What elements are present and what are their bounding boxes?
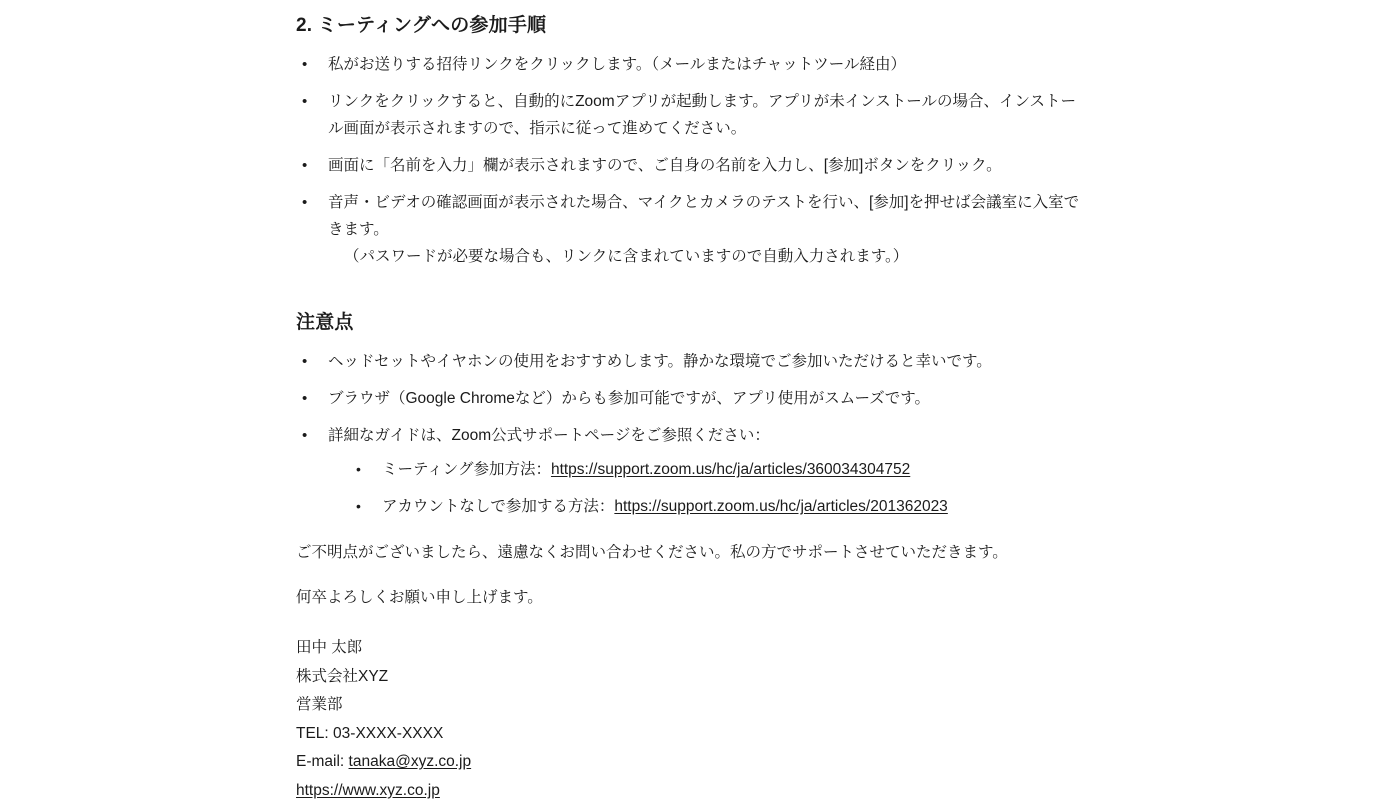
sub-item-label: ミーティング参加方法： (382, 461, 551, 478)
list-item: • リンクをクリックすると、自動的にZoomアプリが起動します。アプリが未インストールの場合、インストール画面が表示されますので、指示に従って進めてください。 (296, 83, 1086, 147)
signature-department: 営業部 (296, 691, 1086, 720)
closing-paragraph-1: ご不明点がございましたら、遠慮なくお問い合わせください。私の方でサポートさせていただきます。 (296, 530, 1086, 575)
list-item: • 私がお送りする招待リンクをクリックします。（メールまたはチャットツール経由） (296, 46, 1086, 83)
signature-block (296, 620, 1086, 805)
closing-paragraph-2: 何卒よろしくお願い申し上げます。 (296, 575, 1086, 620)
zoom-no-account-guide-link[interactable]: https://support.zoom.us/hc/ja/articles/201362023 (614, 498, 947, 515)
signature-email-row (296, 748, 1086, 777)
section-title-notes: 注意点 (296, 275, 1086, 343)
signature-tel: TEL: 03-XXXX-XXXX (296, 720, 1086, 749)
list-item: • 画面に「名前を入力」欄が表示されますので、ご自身の名前を入力し、[参加]ボタンをクリック。 (296, 147, 1086, 184)
list-item (352, 451, 1086, 488)
support-links-list (352, 451, 1086, 525)
list-item (352, 488, 1086, 525)
list-item-text: 音声・ビデオの確認画面が表示された場合、マイクとカメラのテストを行い、[参加]を押せば会議室に入室できます。 (328, 194, 1079, 238)
signature-email-label: E-mail: (296, 753, 349, 770)
support-links-wrapper (328, 449, 1086, 525)
list-item (296, 417, 1086, 530)
signature-company: 株式会社XYZ (296, 663, 1086, 692)
signature-name: 田中 太郎 (296, 634, 1086, 663)
notes-list (296, 343, 1086, 530)
list-item: • ブラウザ（Google Chromeなど）からも参加可能ですが、アプリ使用がスムーズです。 (296, 380, 1086, 417)
signature-website-row (296, 777, 1086, 805)
sub-item-label: アカウントなしで参加する方法： (382, 498, 614, 515)
list-item-text: 詳細なガイドは、Zoom公式サポートページをご参照ください： (328, 427, 770, 444)
list-item-note: （パスワードが必要な場合も、リンクに含まれていますので自動入力されます。） (328, 243, 1086, 270)
list-item: • ヘッドセットやイヤホンの使用をおすすめします。静かな環境でご参加いただけると幸いです。 (296, 343, 1086, 380)
list-item (296, 184, 1086, 275)
participation-steps-list (296, 46, 1086, 275)
signature-email-link[interactable]: tanaka@xyz.co.jp (349, 753, 472, 770)
zoom-join-guide-link[interactable]: https://support.zoom.us/hc/ja/articles/360034304752 (551, 461, 910, 478)
document-content (296, 0, 1086, 805)
section-title-participation: 2. ミーティングへの参加手順 (296, 0, 1086, 46)
signature-website-link[interactable]: https://www.xyz.co.jp (296, 782, 440, 799)
